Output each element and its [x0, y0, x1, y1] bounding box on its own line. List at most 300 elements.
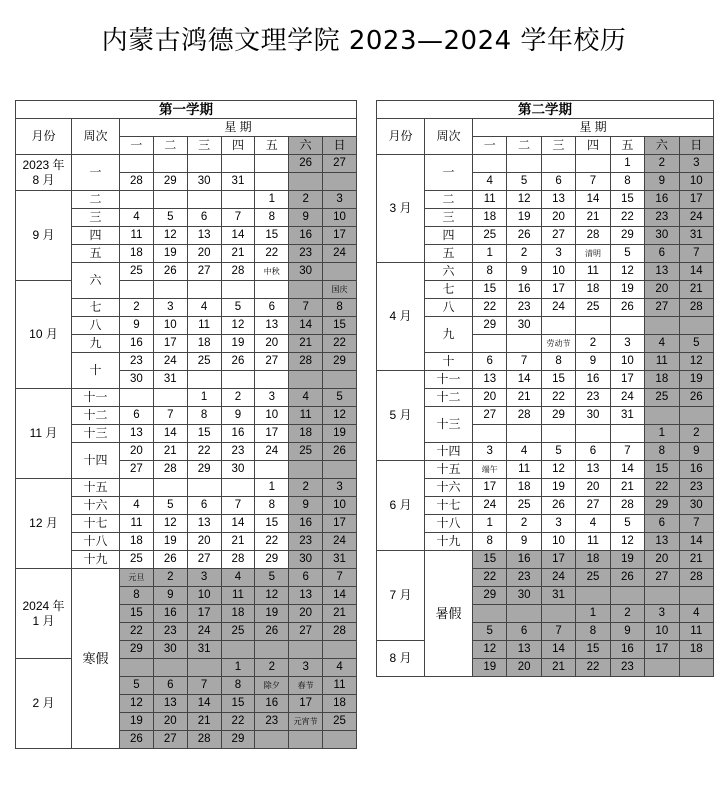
date-cell: 11 [221, 587, 255, 605]
date-cell: 27 [576, 497, 610, 515]
date-cell: 23 [289, 533, 323, 551]
week-cell: 十四 [72, 443, 120, 479]
date-cell: 15 [187, 425, 221, 443]
date-cell: 12 [610, 533, 644, 551]
day-header: 日 [679, 137, 713, 155]
date-cell [323, 371, 357, 389]
date-cell: 9 [610, 623, 644, 641]
date-cell: 19 [610, 281, 644, 299]
week-cell: 六 [425, 263, 473, 281]
date-cell: 5 [221, 299, 255, 317]
week-header: 周次 [72, 119, 120, 155]
date-cell [255, 731, 289, 749]
week-cell: 八 [425, 299, 473, 317]
date-cell [255, 371, 289, 389]
week-cell: 三 [72, 209, 120, 227]
week-cell: 十三 [72, 425, 120, 443]
date-cell: 18 [679, 641, 713, 659]
date-cell: 18 [507, 479, 541, 497]
date-cell: 19 [473, 659, 507, 677]
date-cell: 29 [187, 461, 221, 479]
month-cell: 6 月 [377, 461, 425, 551]
date-cell: 11 [679, 623, 713, 641]
date-cell: 22 [323, 335, 357, 353]
date-cell [473, 425, 507, 443]
day-header: 五 [255, 137, 289, 155]
week-row [16, 479, 357, 497]
week-cell: 十九 [72, 551, 120, 569]
date-cell: 20 [541, 209, 575, 227]
date-cell: 29 [610, 227, 644, 245]
date-cell: 30 [221, 461, 255, 479]
date-cell: 4 [289, 389, 323, 407]
date-cell: 18 [187, 335, 221, 353]
date-cell: 20 [187, 533, 221, 551]
date-cell: 14 [187, 695, 221, 713]
date-cell: 28 [679, 299, 713, 317]
week-row [377, 497, 714, 515]
date-cell: 14 [323, 587, 357, 605]
date-cell: 12 [679, 353, 713, 371]
date-cell: 23 [610, 659, 644, 677]
week-cell: 一 [425, 155, 473, 191]
date-cell: 31 [187, 641, 221, 659]
date-cell: 4 [507, 443, 541, 461]
date-cell: 14 [610, 461, 644, 479]
date-cell [576, 587, 610, 605]
date-cell: 18 [645, 371, 679, 389]
date-cell: 30 [120, 371, 154, 389]
date-cell: 14 [679, 263, 713, 281]
date-cell: 8 [255, 497, 289, 515]
date-cell: 5 [255, 569, 289, 587]
header-row [377, 101, 714, 119]
date-cell: 3 [323, 479, 357, 497]
holiday-cell: 国庆 [323, 281, 357, 299]
date-cell: 24 [153, 353, 187, 371]
date-cell: 17 [289, 695, 323, 713]
date-cell: 13 [255, 317, 289, 335]
date-cell: 25 [576, 569, 610, 587]
date-cell: 28 [576, 227, 610, 245]
date-cell: 26 [610, 569, 644, 587]
date-cell: 9 [507, 533, 541, 551]
date-cell: 20 [645, 281, 679, 299]
date-cell: 20 [255, 335, 289, 353]
date-cell: 21 [289, 335, 323, 353]
date-cell: 30 [289, 551, 323, 569]
date-cell: 5 [153, 497, 187, 515]
date-cell: 26 [120, 731, 154, 749]
month-header: 月份 [16, 119, 72, 155]
date-cell: 21 [153, 443, 187, 461]
date-cell [576, 317, 610, 335]
date-cell: 27 [120, 461, 154, 479]
date-cell: 2 [255, 659, 289, 677]
date-cell: 9 [221, 407, 255, 425]
date-cell: 24 [541, 569, 575, 587]
date-cell: 2 [645, 155, 679, 173]
date-cell: 26 [507, 227, 541, 245]
page-title: 内蒙古鸿德文理学院 2023—2024 学年校历 [101, 26, 627, 56]
date-cell: 17 [541, 551, 575, 569]
date-cell [120, 191, 154, 209]
date-cell: 21 [679, 551, 713, 569]
date-cell: 13 [576, 461, 610, 479]
date-cell: 12 [541, 461, 575, 479]
date-cell: 13 [645, 533, 679, 551]
date-cell: 6 [153, 677, 187, 695]
date-cell: 26 [153, 263, 187, 281]
date-cell: 2 [153, 569, 187, 587]
date-cell: 18 [576, 551, 610, 569]
date-cell: 18 [473, 209, 507, 227]
week-row [377, 533, 714, 551]
date-cell: 23 [221, 443, 255, 461]
date-cell: 22 [576, 659, 610, 677]
date-cell: 12 [120, 695, 154, 713]
date-cell: 18 [289, 425, 323, 443]
week-row [377, 461, 714, 479]
date-cell: 4 [221, 569, 255, 587]
day-header: 四 [221, 137, 255, 155]
date-cell: 21 [610, 479, 644, 497]
day-header: 二 [153, 137, 187, 155]
date-cell [187, 155, 221, 173]
date-cell: 26 [679, 389, 713, 407]
date-cell: 13 [645, 263, 679, 281]
date-cell [323, 263, 357, 281]
date-cell: 6 [473, 353, 507, 371]
date-cell: 11 [507, 461, 541, 479]
date-cell: 29 [541, 407, 575, 425]
date-cell: 2 [221, 389, 255, 407]
week-row [377, 245, 714, 263]
date-cell: 27 [541, 227, 575, 245]
date-cell: 16 [507, 281, 541, 299]
date-cell: 1 [221, 659, 255, 677]
date-cell: 9 [120, 317, 154, 335]
week-row [377, 317, 714, 335]
date-cell: 29 [221, 731, 255, 749]
date-cell: 19 [679, 371, 713, 389]
date-cell: 15 [255, 227, 289, 245]
date-cell: 29 [645, 497, 679, 515]
date-cell: 4 [187, 299, 221, 317]
date-cell: 11 [576, 533, 610, 551]
date-cell: 13 [289, 587, 323, 605]
day-header: 二 [507, 137, 541, 155]
date-cell: 15 [645, 461, 679, 479]
date-cell: 11 [473, 191, 507, 209]
date-cell: 18 [120, 245, 154, 263]
date-cell [255, 155, 289, 173]
date-cell: 7 [221, 497, 255, 515]
date-cell: 28 [187, 731, 221, 749]
date-cell: 3 [610, 335, 644, 353]
date-cell: 13 [507, 641, 541, 659]
date-cell [323, 173, 357, 191]
date-cell [221, 155, 255, 173]
holiday-cell: 春节 [289, 677, 323, 695]
date-cell: 1 [187, 389, 221, 407]
week-row [377, 209, 714, 227]
week-cell: 十 [425, 353, 473, 371]
day-header: 六 [645, 137, 679, 155]
date-cell: 30 [576, 407, 610, 425]
date-cell: 25 [289, 443, 323, 461]
date-cell: 4 [576, 515, 610, 533]
date-cell: 26 [153, 551, 187, 569]
date-cell [507, 425, 541, 443]
date-cell: 6 [120, 407, 154, 425]
week-cell: 六 [72, 263, 120, 299]
date-cell: 24 [187, 623, 221, 641]
date-cell: 21 [541, 659, 575, 677]
date-cell [289, 641, 323, 659]
semester2-calendar [376, 100, 714, 677]
date-cell: 8 [255, 209, 289, 227]
date-cell: 13 [120, 425, 154, 443]
date-cell: 13 [473, 371, 507, 389]
date-cell: 26 [255, 623, 289, 641]
date-cell: 16 [255, 695, 289, 713]
date-cell: 16 [679, 461, 713, 479]
holiday-cell: 劳动节 [541, 335, 575, 353]
week-row [377, 371, 714, 389]
date-cell: 20 [120, 443, 154, 461]
week-row [377, 263, 714, 281]
week-row [377, 299, 714, 317]
date-cell: 10 [541, 263, 575, 281]
date-cell: 1 [255, 479, 289, 497]
date-cell: 15 [576, 641, 610, 659]
date-cell: 27 [323, 155, 357, 173]
date-cell: 5 [153, 209, 187, 227]
date-cell [153, 659, 187, 677]
date-cell: 9 [289, 497, 323, 515]
date-cell: 26 [289, 155, 323, 173]
week-cell: 三 [425, 209, 473, 227]
date-cell: 25 [221, 623, 255, 641]
date-cell [679, 659, 713, 677]
date-cell [153, 155, 187, 173]
date-cell: 28 [289, 353, 323, 371]
week-cell: 七 [72, 299, 120, 317]
date-cell: 20 [187, 245, 221, 263]
date-cell: 11 [187, 317, 221, 335]
date-cell: 21 [187, 713, 221, 731]
date-cell: 30 [153, 641, 187, 659]
week-cell: 十六 [72, 497, 120, 515]
date-cell: 24 [323, 533, 357, 551]
week-row [377, 191, 714, 209]
weekday-header: 星 期 [120, 119, 357, 137]
date-cell [120, 389, 154, 407]
date-cell: 22 [221, 713, 255, 731]
date-cell: 15 [473, 551, 507, 569]
date-cell: 23 [507, 299, 541, 317]
date-cell: 3 [541, 245, 575, 263]
week-cell: 二 [425, 191, 473, 209]
date-cell: 10 [541, 533, 575, 551]
date-cell: 15 [120, 605, 154, 623]
month-cell: 2023 年 8 月 [16, 155, 72, 191]
date-cell: 8 [576, 623, 610, 641]
month-cell: 3 月 [377, 155, 425, 263]
date-cell: 15 [473, 281, 507, 299]
date-cell: 8 [473, 263, 507, 281]
date-cell: 5 [610, 515, 644, 533]
date-cell [221, 641, 255, 659]
week-row [377, 227, 714, 245]
month-cell: 2024 年 1 月 [16, 569, 72, 659]
date-cell [541, 317, 575, 335]
date-cell: 6 [187, 209, 221, 227]
date-cell: 20 [473, 389, 507, 407]
week-cell: 十五 [72, 479, 120, 497]
date-cell: 6 [645, 515, 679, 533]
date-cell [289, 281, 323, 299]
week-row [16, 389, 357, 407]
date-cell: 24 [473, 497, 507, 515]
holiday-cell: 中秋 [255, 263, 289, 281]
date-cell: 6 [507, 623, 541, 641]
date-cell: 17 [645, 641, 679, 659]
week-cell: 十六 [425, 479, 473, 497]
date-cell: 4 [323, 659, 357, 677]
date-cell: 13 [541, 191, 575, 209]
date-cell: 24 [323, 245, 357, 263]
date-cell: 6 [576, 443, 610, 461]
date-cell: 31 [221, 173, 255, 191]
date-cell: 27 [645, 299, 679, 317]
month-cell: 8 月 [377, 641, 425, 677]
date-cell: 1 [645, 425, 679, 443]
date-cell [221, 281, 255, 299]
date-cell: 8 [541, 353, 575, 371]
date-cell: 2 [610, 605, 644, 623]
date-cell: 30 [507, 317, 541, 335]
date-cell: 29 [473, 317, 507, 335]
date-cell: 25 [473, 227, 507, 245]
date-cell: 19 [153, 245, 187, 263]
date-cell: 16 [221, 425, 255, 443]
date-cell: 17 [153, 335, 187, 353]
date-cell: 30 [645, 227, 679, 245]
date-cell [541, 605, 575, 623]
date-cell: 27 [255, 353, 289, 371]
week-cell: 暑假 [425, 551, 473, 677]
date-cell [120, 281, 154, 299]
month-cell: 4 月 [377, 263, 425, 371]
date-cell [679, 407, 713, 425]
week-row [377, 155, 714, 173]
date-cell: 22 [473, 299, 507, 317]
date-cell: 21 [221, 245, 255, 263]
date-cell: 7 [576, 173, 610, 191]
month-cell: 2 月 [16, 659, 72, 749]
date-cell: 20 [576, 479, 610, 497]
date-cell [187, 479, 221, 497]
date-cell: 29 [323, 353, 357, 371]
date-cell: 12 [153, 515, 187, 533]
week-cell: 十一 [72, 389, 120, 407]
semester-name: 第二学期 [377, 101, 714, 119]
date-cell: 25 [120, 551, 154, 569]
date-cell: 10 [153, 317, 187, 335]
date-cell: 7 [323, 569, 357, 587]
date-cell: 16 [153, 605, 187, 623]
date-cell [473, 155, 507, 173]
date-cell: 7 [610, 443, 644, 461]
date-cell: 23 [576, 389, 610, 407]
date-cell [255, 641, 289, 659]
date-cell [120, 155, 154, 173]
date-cell: 2 [507, 245, 541, 263]
day-header: 三 [187, 137, 221, 155]
date-cell: 17 [473, 479, 507, 497]
date-cell: 12 [323, 407, 357, 425]
date-cell: 20 [645, 551, 679, 569]
date-cell: 7 [679, 245, 713, 263]
date-cell: 27 [187, 263, 221, 281]
date-cell: 5 [679, 335, 713, 353]
date-cell: 30 [507, 587, 541, 605]
date-cell: 28 [679, 569, 713, 587]
week-row [377, 479, 714, 497]
month-cell: 7 月 [377, 551, 425, 641]
date-cell [221, 479, 255, 497]
day-header: 日 [323, 137, 357, 155]
date-cell: 4 [679, 605, 713, 623]
week-row [377, 389, 714, 407]
date-cell: 26 [610, 299, 644, 317]
date-cell: 14 [289, 317, 323, 335]
date-cell: 2 [507, 515, 541, 533]
date-cell: 27 [473, 407, 507, 425]
date-cell: 31 [153, 371, 187, 389]
date-cell: 14 [221, 227, 255, 245]
date-cell: 18 [323, 695, 357, 713]
date-cell: 9 [153, 587, 187, 605]
date-cell: 22 [255, 245, 289, 263]
date-cell: 3 [645, 605, 679, 623]
date-cell: 6 [541, 173, 575, 191]
week-cell: 九 [425, 317, 473, 353]
date-cell [255, 461, 289, 479]
date-cell: 4 [120, 497, 154, 515]
date-cell: 19 [221, 335, 255, 353]
date-cell: 25 [120, 263, 154, 281]
date-cell: 13 [187, 515, 221, 533]
week-row [377, 443, 714, 461]
date-cell: 12 [221, 317, 255, 335]
date-cell: 6 [187, 497, 221, 515]
date-cell [187, 281, 221, 299]
date-cell: 26 [323, 443, 357, 461]
date-cell: 28 [153, 461, 187, 479]
day-header: 六 [289, 137, 323, 155]
date-cell: 24 [610, 389, 644, 407]
day-header: 一 [473, 137, 507, 155]
month-header: 月份 [377, 119, 425, 155]
date-cell: 16 [507, 551, 541, 569]
date-cell: 26 [541, 497, 575, 515]
weekday-header: 星 期 [473, 119, 714, 137]
date-cell: 8 [645, 443, 679, 461]
date-cell: 30 [679, 497, 713, 515]
